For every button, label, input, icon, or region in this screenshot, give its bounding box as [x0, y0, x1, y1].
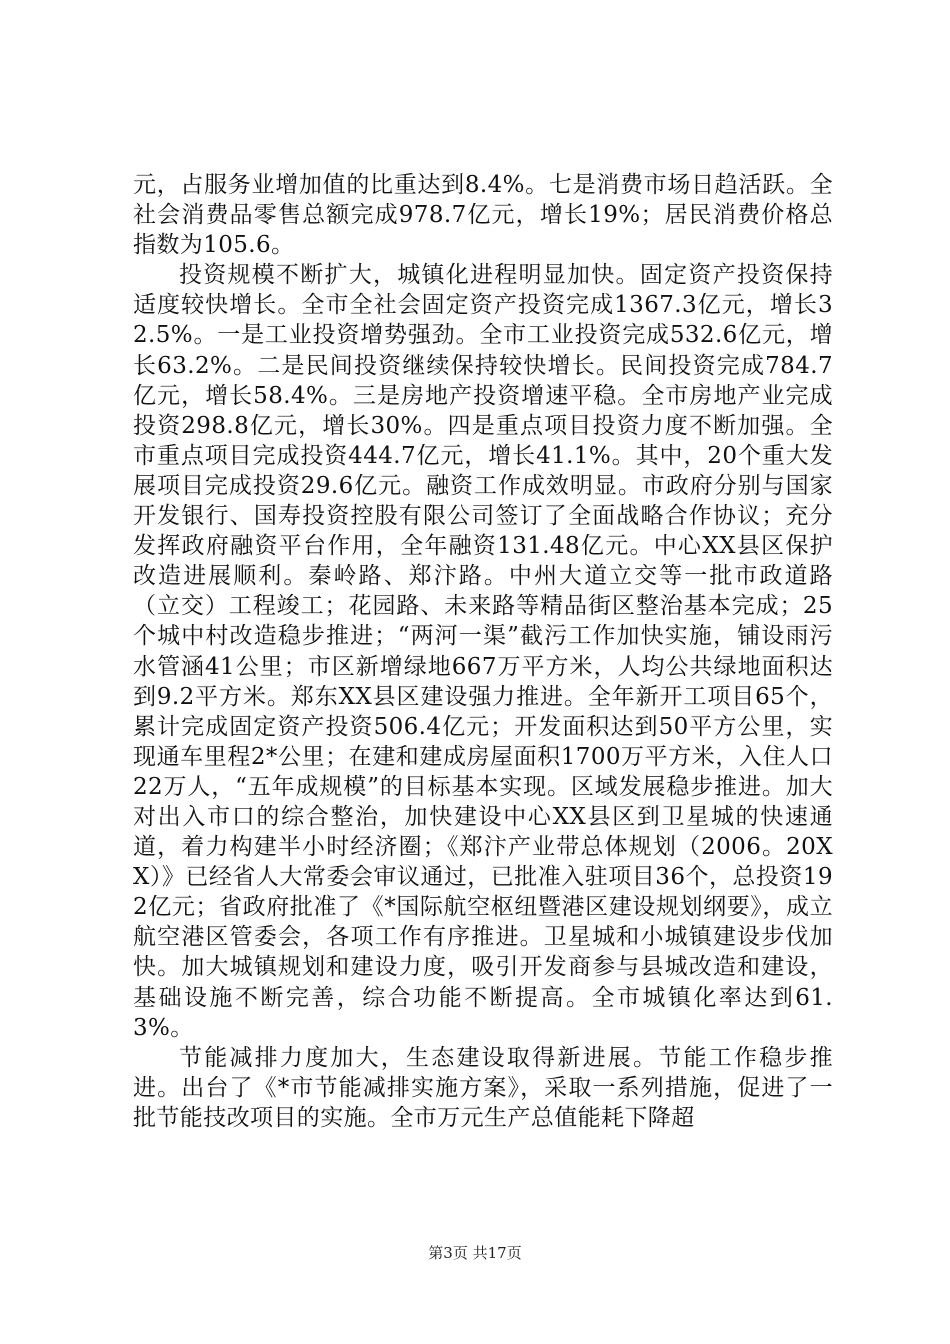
document-body [133, 170, 833, 1133]
paragraph-consumption: 元，占服务业增加值的比重达到8.4%。七是消费市场日趋活跃。全社会消费品零售总额完成978.7亿元，增长19%；居民消费价格总指数为105.6。 [133, 172, 833, 259]
paragraph-investment-urbanization: 投资规模不断扩大，城镇化进程明显加快。固定资产投资保持适度较快增长。全市全社会固定资产投资完成1367.3亿元，增长32.5%。一是工业投资增势强劲。全市工业投资完成532.6亿元，增长63.2%。二是民间投资继续保持较快增长。民间投资完成784.7亿元，增长58.4%。三是房地产投资增速平稳。全市房地产业完成投资298.8亿元，增长30%。四是重点项目投资力度不断加强。全市重点项目完成投资444.7亿元，增长41.1%。其中，20个重大发展项目完成投资29.6亿元。融资工作成效明显。市政府分别与国家开发银行、国寿投资控股有限公司签订了全面战略合作协议；充分发挥政府融资平台作用，全年融资131.48亿元。中心XX县区保护改造进展顺利。秦岭路、郑汴路。中州大道立交等一批市政道路（立交）工程竣工；花园路、未来路等精品街区整治基本完成；25个城中村改造稳步推进；“两河一渠”截污工作加快实施，铺设雨污水管涵41公里；市区新增绿地667万平方米，人均公共绿地面积达到9.2平方米。郑东XX县区建设强力推进。全年新开工项目65个，累计完成固定资产投资506.4亿元；开发面积达到50平方公里，实现通车里程2*公里；在建和建成房屋面积1700万平方米，入住人口22万人，“五年成规模”的目标基本实现。区域发展稳步推进。加大对出入市口的综合整治，加快建设中心XX县区到卫星城的快速通道，着力构建半小时经济圈；《郑汴产业带总体规划（2006。20XX）》已经省人大常委会审议通过，已批准入驻项目36个，总投资192亿元；省政府批准了《*国际航空枢纽暨港区建设规划纲要》，成立航空港区管委会，各项工作有序推进。卫星城和小城镇建设步伐加快。加大城镇规划和建设力度，吸引开发商参与县城改造和建设，基础设施不断完善，综合功能不断提高。全市城镇化率达到61.3%。 [133, 262, 833, 1041]
page-number-footer: 第3页 共17页 [428, 1244, 522, 1262]
paragraph-energy-saving: 节能减排力度加大，生态建设取得新进展。节能工作稳步推进。出台了《*市节能减排实施方案》，采取一系列措施，促进了一批节能技改项目的实施。全市万元生产总值能耗下降超 [133, 1044, 833, 1131]
